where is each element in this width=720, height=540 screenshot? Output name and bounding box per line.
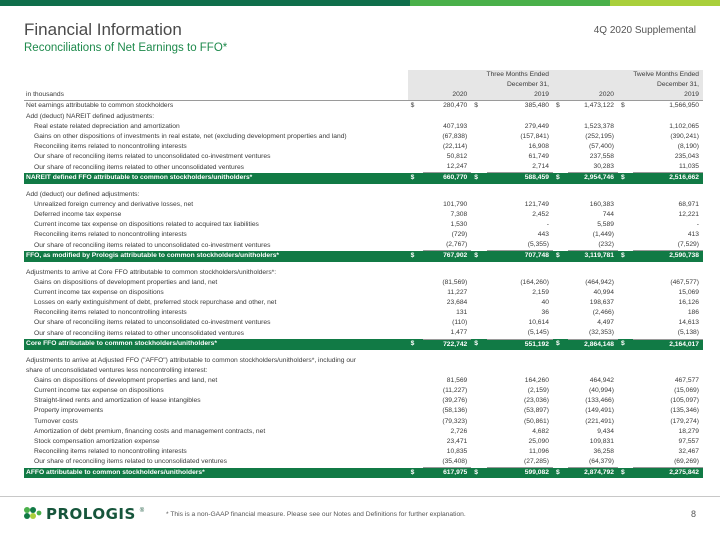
value-cell: (7,529): [633, 240, 703, 251]
table-section-header: [24, 268, 703, 278]
table-row: [24, 142, 703, 152]
table-row: [24, 162, 703, 173]
value-cell: 2,164,017: [633, 339, 703, 350]
currency-symbol: $: [618, 251, 633, 262]
value-cell: 61,749: [528, 153, 549, 161]
value-cell: 15,069: [678, 288, 699, 296]
value-cell: (23,036): [524, 397, 549, 405]
value-cell: 1,523,378: [584, 122, 614, 130]
value-cell: (164,260): [520, 278, 549, 286]
value-cell: (110): [452, 319, 468, 327]
row-label: Our share of reconciling items related to unconsolidated ventures: [34, 458, 227, 466]
value-cell: (390,241): [670, 132, 699, 140]
twelve-months-header: Twelve Months Ended: [633, 70, 703, 80]
value-cell: 10,835: [446, 447, 468, 455]
value-cell: -: [546, 221, 549, 229]
value-cell: 3,119,781: [568, 251, 618, 262]
value-cell: 2,726: [450, 427, 468, 435]
value-cell: (1,449): [592, 231, 614, 239]
value-cell: (79,323): [442, 417, 468, 425]
value-cell: 237,558: [589, 153, 614, 161]
table-section-header: [24, 112, 703, 122]
value-cell: 32,467: [678, 447, 699, 455]
top-bar-segment-dark: [0, 0, 410, 6]
value-cell: 407,193: [443, 122, 468, 130]
section-label: Adjustments to arrive at Adjusted FFO ("AFFO") attributable to common stockholders/unitholders*, including our: [26, 356, 356, 364]
row-label: Current income tax expense on dispositions: [34, 387, 164, 395]
units-label: in thousands: [24, 90, 408, 101]
value-cell: 588,459: [487, 173, 553, 184]
table-row: [24, 278, 703, 288]
currency-symbol: $: [555, 102, 560, 110]
row-label: Gains on dispositions of development properties and land, net: [34, 377, 218, 384]
table-row: [24, 200, 703, 210]
row-label: Unrealized foreign currency and derivative losses, net: [34, 200, 194, 208]
value-cell: 10,614: [528, 319, 549, 327]
value-cell: (133,466): [585, 397, 614, 405]
value-cell: 97,557: [678, 437, 699, 445]
three-months-header: Three Months Ended: [487, 70, 553, 80]
currency-symbol: $: [553, 251, 568, 262]
table-row: [24, 101, 703, 112]
value-cell: -: [696, 221, 699, 229]
row-label: Gains on dispositions of development properties and land, net: [34, 278, 218, 286]
value-cell: 5,589: [597, 221, 614, 229]
value-cell: 1,530: [450, 221, 468, 229]
value-cell: 11,035: [633, 162, 703, 173]
row-label: Deferred income tax expense: [34, 210, 122, 218]
value-cell: 16,908: [528, 143, 549, 151]
value-cell: 2,590,738: [633, 251, 703, 262]
value-cell: (467,577): [670, 278, 699, 286]
value-cell: 722,742: [423, 339, 471, 350]
value-cell: 2,159: [532, 288, 549, 296]
year-header-4: 2019: [633, 90, 703, 101]
value-cell: 11,096: [529, 447, 549, 455]
value-cell: 2,275,842: [633, 468, 703, 479]
twelve-months-subheader: December 31,: [633, 80, 703, 90]
table-row: [24, 152, 703, 162]
year-header-3: 2020: [568, 90, 618, 101]
row-label: Net earnings attributable to common stockholders: [26, 102, 174, 110]
footnote: * This is a non-GAAP financial measure. Please see our Notes and Definitions for further explanation.: [166, 511, 466, 518]
value-cell: 551,192: [487, 339, 553, 350]
year-header-2: 2019: [487, 90, 553, 101]
value-cell: (105,097): [670, 397, 699, 405]
value-cell: 36: [541, 309, 549, 317]
value-cell: (50,861): [524, 417, 549, 425]
value-cell: 12,247: [423, 162, 471, 173]
table-total-row: [24, 468, 703, 479]
prologis-logo: [22, 505, 144, 523]
value-cell: 1,102,065: [669, 122, 699, 130]
table-row: [24, 308, 703, 318]
row-label: Losses on early extinguishment of debt, preferred stock repurchase and other, net: [34, 299, 277, 307]
row-label: NAREIT defined FFO attributable to common stockholders/unitholders*: [24, 173, 408, 184]
table-total-row: [24, 251, 703, 262]
table-row: [24, 417, 703, 427]
page-number: 8: [690, 509, 696, 519]
top-bar-segment-light: [610, 0, 720, 6]
value-cell: (57,400): [589, 143, 614, 151]
value-cell: 50,812: [446, 153, 468, 161]
value-cell: (157,841): [520, 132, 549, 140]
value-cell: (64,379): [568, 457, 618, 468]
value-cell: (40,994): [589, 387, 614, 395]
three-months-subheader: December 31,: [487, 80, 553, 90]
value-cell: 16,126: [678, 299, 699, 307]
currency-symbol: $: [474, 102, 478, 110]
table-year-header-row: [24, 90, 703, 101]
value-cell: 68,971: [678, 200, 699, 208]
table-row: [24, 132, 703, 142]
value-cell: 9,434: [597, 427, 614, 435]
value-cell: 23,684: [446, 299, 468, 307]
currency-symbol: $: [618, 468, 633, 479]
value-cell: 2,874,792: [568, 468, 618, 479]
value-cell: (5,355): [487, 240, 553, 251]
report-period-label: 4Q 2020 Supplemental: [593, 25, 696, 36]
value-cell: 14,613: [678, 319, 699, 327]
value-cell: 11,227: [447, 288, 468, 296]
row-label: Our share of reconciling items related to unconsolidated co-investment ventures: [34, 241, 271, 249]
value-cell: 2,864,148: [568, 339, 618, 350]
value-cell: 121,749: [524, 200, 549, 208]
row-label: Gains on other dispositions of investments in real estate, net (excluding development properties and land): [34, 132, 347, 140]
currency-symbol: $: [618, 339, 633, 350]
row-label: Reconciling items related to noncontrolling interests: [34, 447, 187, 455]
value-cell: 40: [541, 299, 549, 307]
section-label: Add (deduct) our defined adjustments:: [26, 190, 140, 198]
value-cell: (69,269): [633, 457, 703, 468]
value-cell: (729): [451, 231, 468, 239]
value-cell: 280,470: [443, 102, 468, 110]
page-title: Financial Information: [24, 20, 182, 39]
currency-symbol: $: [553, 173, 568, 184]
value-cell: 744: [602, 210, 614, 218]
value-cell: 81,569: [446, 377, 468, 384]
table-section-header: [24, 366, 703, 376]
value-cell: 1,473,122: [584, 102, 614, 110]
value-cell: 599,082: [487, 468, 553, 479]
row-label: Reconciling items related to noncontrolling interests: [34, 231, 187, 239]
value-cell: (179,274): [670, 417, 699, 425]
table-row: [24, 318, 703, 328]
table-row: [24, 447, 703, 457]
value-cell: (149,491): [585, 407, 614, 415]
row-label: Current income tax expense on dispositions: [34, 288, 164, 296]
value-cell: 617,975: [423, 468, 471, 479]
page-subtitle: Reconciliations of Net Earnings to FFO*: [24, 42, 228, 54]
section-label: Add (deduct) NAREIT defined adjustments:: [26, 112, 155, 120]
value-cell: (8,190): [677, 143, 699, 151]
row-label: Reconciling items related to noncontrolling interests: [34, 143, 187, 151]
table-row: [24, 437, 703, 447]
value-cell: 109,831: [589, 437, 614, 445]
value-cell: 2,954,746: [568, 173, 618, 184]
value-cell: 279,449: [524, 122, 549, 130]
value-cell: 131: [456, 309, 468, 317]
value-cell: 2,452: [532, 210, 549, 218]
table-row: [24, 288, 703, 298]
row-label: Property improvements: [34, 407, 104, 415]
currency-symbol: $: [408, 251, 423, 262]
value-cell: 198,637: [589, 299, 614, 307]
value-cell: (35,408): [423, 457, 471, 468]
row-label: Current income tax expense on dispositions related to acquired tax liabilities: [34, 221, 259, 229]
table-row: [24, 230, 703, 240]
value-cell: (53,897): [524, 407, 549, 415]
row-label: Real estate related depreciation and amortization: [34, 122, 180, 130]
value-cell: (2,466): [592, 309, 614, 317]
currency-symbol: $: [408, 468, 423, 479]
value-cell: 40,994: [593, 288, 614, 296]
row-label: Our share of reconciling items related to other unconsolidated ventures: [34, 163, 245, 171]
value-cell: 25,090: [528, 437, 549, 445]
value-cell: 2,714: [487, 162, 553, 173]
value-cell: (67,838): [442, 132, 468, 140]
logo-mark-icon: [22, 505, 42, 523]
currency-symbol: $: [410, 102, 415, 110]
value-cell: 235,043: [674, 153, 699, 161]
currency-symbol: $: [408, 173, 423, 184]
value-cell: (15,069): [674, 387, 699, 395]
row-label: Straight-lined rents and amortization of lease intangibles: [34, 397, 201, 405]
ffo-reconciliation-table: [24, 70, 703, 478]
value-cell: 385,480: [524, 102, 549, 110]
table-row: [24, 328, 703, 339]
value-cell: (2,159): [527, 387, 549, 395]
table-row: [24, 240, 703, 251]
value-cell: 1,477: [423, 328, 471, 339]
value-cell: (58,136): [442, 407, 468, 415]
value-cell: 36,258: [593, 447, 614, 455]
footer-divider: [0, 496, 720, 497]
currency-symbol: $: [471, 173, 486, 184]
value-cell: 101,790: [443, 200, 468, 208]
table-section-header: [24, 356, 703, 366]
table-row: [24, 376, 703, 386]
table-group-header-row-1: [24, 70, 703, 80]
currency-symbol: $: [553, 468, 568, 479]
value-cell: 4,497: [597, 319, 614, 327]
row-label: Amortization of debt premium, financing costs and management contracts, net: [34, 427, 266, 435]
table-row: [24, 396, 703, 406]
value-cell: 443: [537, 231, 549, 239]
section-label: share of unconsolidated ventures less noncontrolling interest:: [26, 366, 208, 374]
table-total-row: [24, 339, 703, 350]
value-cell: (32,353): [568, 328, 618, 339]
value-cell: (232): [568, 240, 618, 251]
value-cell: 186: [687, 309, 699, 317]
row-label: Reconciling items related to noncontrolling interests: [34, 309, 187, 317]
row-label: Our share of reconciling items related to unconsolidated co-investment ventures: [34, 153, 271, 161]
currency-symbol: $: [471, 339, 486, 350]
value-cell: (135,346): [670, 407, 699, 415]
row-label: Turnover costs: [34, 417, 78, 425]
value-cell: 30,283: [568, 162, 618, 173]
value-cell: (22,114): [442, 143, 468, 151]
currency-symbol: $: [620, 102, 625, 110]
table-group-header-row-2: [24, 80, 703, 90]
value-cell: 160,383: [589, 200, 614, 208]
currency-symbol: $: [553, 339, 568, 350]
table-row: [24, 406, 703, 416]
value-cell: (252,195): [585, 132, 614, 140]
value-cell: (27,285): [487, 457, 553, 468]
row-label: FFO, as modified by Prologis attributable to common stockholders/unitholders*: [24, 251, 408, 262]
value-cell: 467,577: [674, 377, 699, 384]
top-color-bar: [0, 0, 720, 6]
value-cell: (39,276): [442, 397, 468, 405]
value-cell: 413: [687, 231, 699, 239]
currency-symbol: $: [471, 468, 486, 479]
value-cell: 7,308: [450, 210, 468, 218]
value-cell: (5,138): [633, 328, 703, 339]
value-cell: 767,902: [423, 251, 471, 262]
value-cell: 23,471: [446, 437, 468, 445]
value-cell: (221,491): [585, 417, 614, 425]
value-cell: (2,767): [423, 240, 471, 251]
row-label: Our share of reconciling items related to unconsolidated co-investment ventures: [34, 319, 271, 327]
currency-symbol: $: [408, 339, 423, 350]
value-cell: (11,227): [442, 387, 468, 395]
value-cell: 660,770: [423, 173, 471, 184]
logo-wordmark: PROLOGIS: [46, 505, 136, 523]
value-cell: 707,748: [487, 251, 553, 262]
logo-registered-mark: ®: [139, 508, 145, 514]
row-label: Stock compensation amortization expense: [34, 437, 160, 445]
table-total-row: [24, 173, 703, 184]
section-label: Adjustments to arrive at Core FFO attributable to common stockholders/unitholders*:: [26, 268, 277, 276]
row-label: AFFO attributable to common stockholders/unitholders*: [24, 468, 408, 479]
currency-symbol: $: [618, 173, 633, 184]
top-bar-segment-mid: [410, 0, 610, 6]
year-header-1: 2020: [423, 90, 471, 101]
value-cell: (464,942): [585, 278, 614, 286]
row-label: Core FFO attributable to common stockholders/unitholders*: [24, 339, 408, 350]
value-cell: 4,682: [532, 427, 549, 435]
value-cell: 164,260: [524, 377, 549, 384]
value-cell: 1,566,950: [669, 102, 699, 110]
value-cell: 2,516,662: [633, 173, 703, 184]
row-label: Our share of reconciling items related to other unconsolidated ventures: [34, 329, 245, 337]
value-cell: (5,145): [487, 328, 553, 339]
value-cell: 464,942: [589, 377, 614, 384]
value-cell: 18,279: [678, 427, 699, 435]
table-row: [24, 298, 703, 308]
table-row: [24, 220, 703, 230]
table-row: [24, 427, 703, 437]
table-row: [24, 210, 703, 220]
table-row: [24, 457, 703, 468]
value-cell: 12,221: [678, 210, 699, 218]
table-section-header: [24, 190, 703, 200]
value-cell: (81,569): [442, 278, 468, 286]
table-row: [24, 386, 703, 396]
currency-symbol: $: [471, 251, 486, 262]
table-row: [24, 122, 703, 132]
